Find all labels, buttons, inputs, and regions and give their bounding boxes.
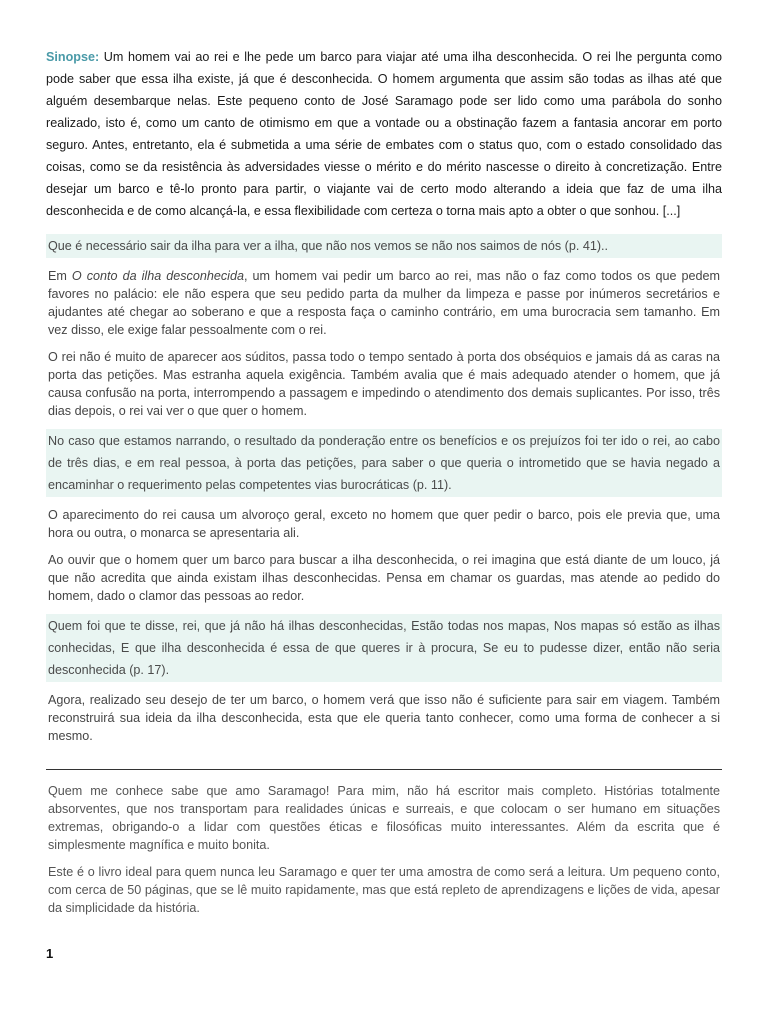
synopsis-text: Um homem vai ao rei e lhe pede um barco para viajar até uma ilha desconhecida. O rei lhe pergunta como pode saber que essa ilha existe, já que é desconhecida. O homem argumenta que assim são todas as ilhas até que alguém desembarque nelas. Este pequeno conto de José Saramago pode ser lido como uma parábola do sonho realizado, isto é, como um canto de otimismo em que a vontade ou a obstinação fazem a fantasia ancorar em porto seguro. Antes, entretanto, ela é submetida a uma série de embates com o status quo, com o estado consolidado das coisas, como se da resistência às adversidades viesse o mérito e do mérito nascesse o direito à concretização. Entre desejar um barco e tê-lo pronto para partir, o viajante vai de certo modo alterando a ideia que faz de uma ilha desconhecida e de como alcançá-la, e essa flexibilidade com certeza o torna mais apto a obter o que sonhou. [...]: [46, 50, 722, 218]
document-page: [46, 46, 722, 917]
paragraph-1-prefix: Em: [48, 269, 72, 283]
paragraph-3: O aparecimento do rei causa um alvoroço geral, exceto no homem que quer pedir o barco, pois ele previa que, uma hora ou outra, o monarca se apresentaria ali.: [48, 508, 720, 540]
synopsis-label: Sinopse:: [46, 50, 100, 64]
review-paragraph-1: Quem me conhece sabe que amo Saramago! Para mim, não há escritor mais completo. Histórias totalmente absorventes, que nos transportam para realidades únicas e surreais, e que colocam o ser humano em situações extremas, obrigando-o a lidar com questões éticas e filosóficas muito interessantes. Além da escrita que é simplesmente magnífica e muito bonita.: [48, 784, 720, 852]
quote-block-3: Quem foi que te disse, rei, que já não há ilhas desconhecidas, Estão todas nos mapas, Nos mapas só estão as ilhas conhecidas, E que ilha desconhecida é essa de que queres ir à procura, Se eu to pudesse dizer, então não seria desconhecida (p. 17).: [46, 614, 722, 682]
paragraph-5: Agora, realizado seu desejo de ter um barco, o homem verá que isso não é suficiente para sair em viagem. Também reconstruirá sua ideia da ilha desconhecida, esta que ele queria tanto conhecer, como uma forma de conhecer a si mesmo.: [48, 693, 720, 743]
horizontal-divider: [46, 769, 722, 770]
synopsis-paragraph: [46, 46, 722, 222]
quote-block-1: Que é necessário sair da ilha para ver a ilha, que não nos vemos se não nos saimos de nós (p. 41)..: [46, 234, 722, 258]
page-number: 1: [46, 946, 54, 961]
quote-block-2: No caso que estamos narrando, o resultado da ponderação entre os benefícios e os prejuízos foi ter ido o rei, ao cabo de três dias, e em real pessoa, à porta das petições, para saber o que queria o intrometido que se havia negado a encaminhar o requerimento pelas competentes vias burocráticas (p. 11).: [46, 429, 722, 497]
review-paragraph-2: Este é o livro ideal para quem nunca leu Saramago e quer ter uma amostra de como será a leitura. Um pequeno conto, com cerca de 50 páginas, que se lê muito rapidamente, mas que está repleto de aprendizagens e lições de vida, apesar da simplicidade da história.: [48, 865, 720, 915]
paragraph-2: O rei não é muito de aparecer aos súditos, passa todo o tempo sentado à porta dos obséquios e jamais dá as caras na porta das petições. Mas estranha aquela exigência. Também avalia que é mais adequado atender o homem, que já causa confusão na porta, interrompendo a passagem e impedindo o atendimento dos demais suplicantes. Por isso, três dias depois, o rei vai ver o que quer o homem.: [48, 350, 720, 418]
paragraph-4: Ao ouvir que o homem quer um barco para buscar a ilha desconhecida, o rei imagina que está diante de um louco, já que não acredita que ainda existam ilhas desconhecidas. Pensa em chamar os guardas, mas atende ao pedido do homem, dado o clamor das pessoas ao redor.: [48, 553, 720, 603]
paragraph-1: [46, 267, 722, 339]
paragraph-1-rest: , um homem vai pedir um barco ao rei, mas não o faz como todos os que pedem favores no palácio: ele não espera que seu pedido parta da mulher da limpeza e passe por inúmeros secretários e ajudantes até chegar ao soberano e que a resposta faça o caminho contrário, em uma burocracia sem tamanho. Em vez disso, ele exige falar pessoalmente com o rei.: [48, 269, 721, 337]
book-title: O conto da ilha desconhecida: [71, 269, 244, 283]
